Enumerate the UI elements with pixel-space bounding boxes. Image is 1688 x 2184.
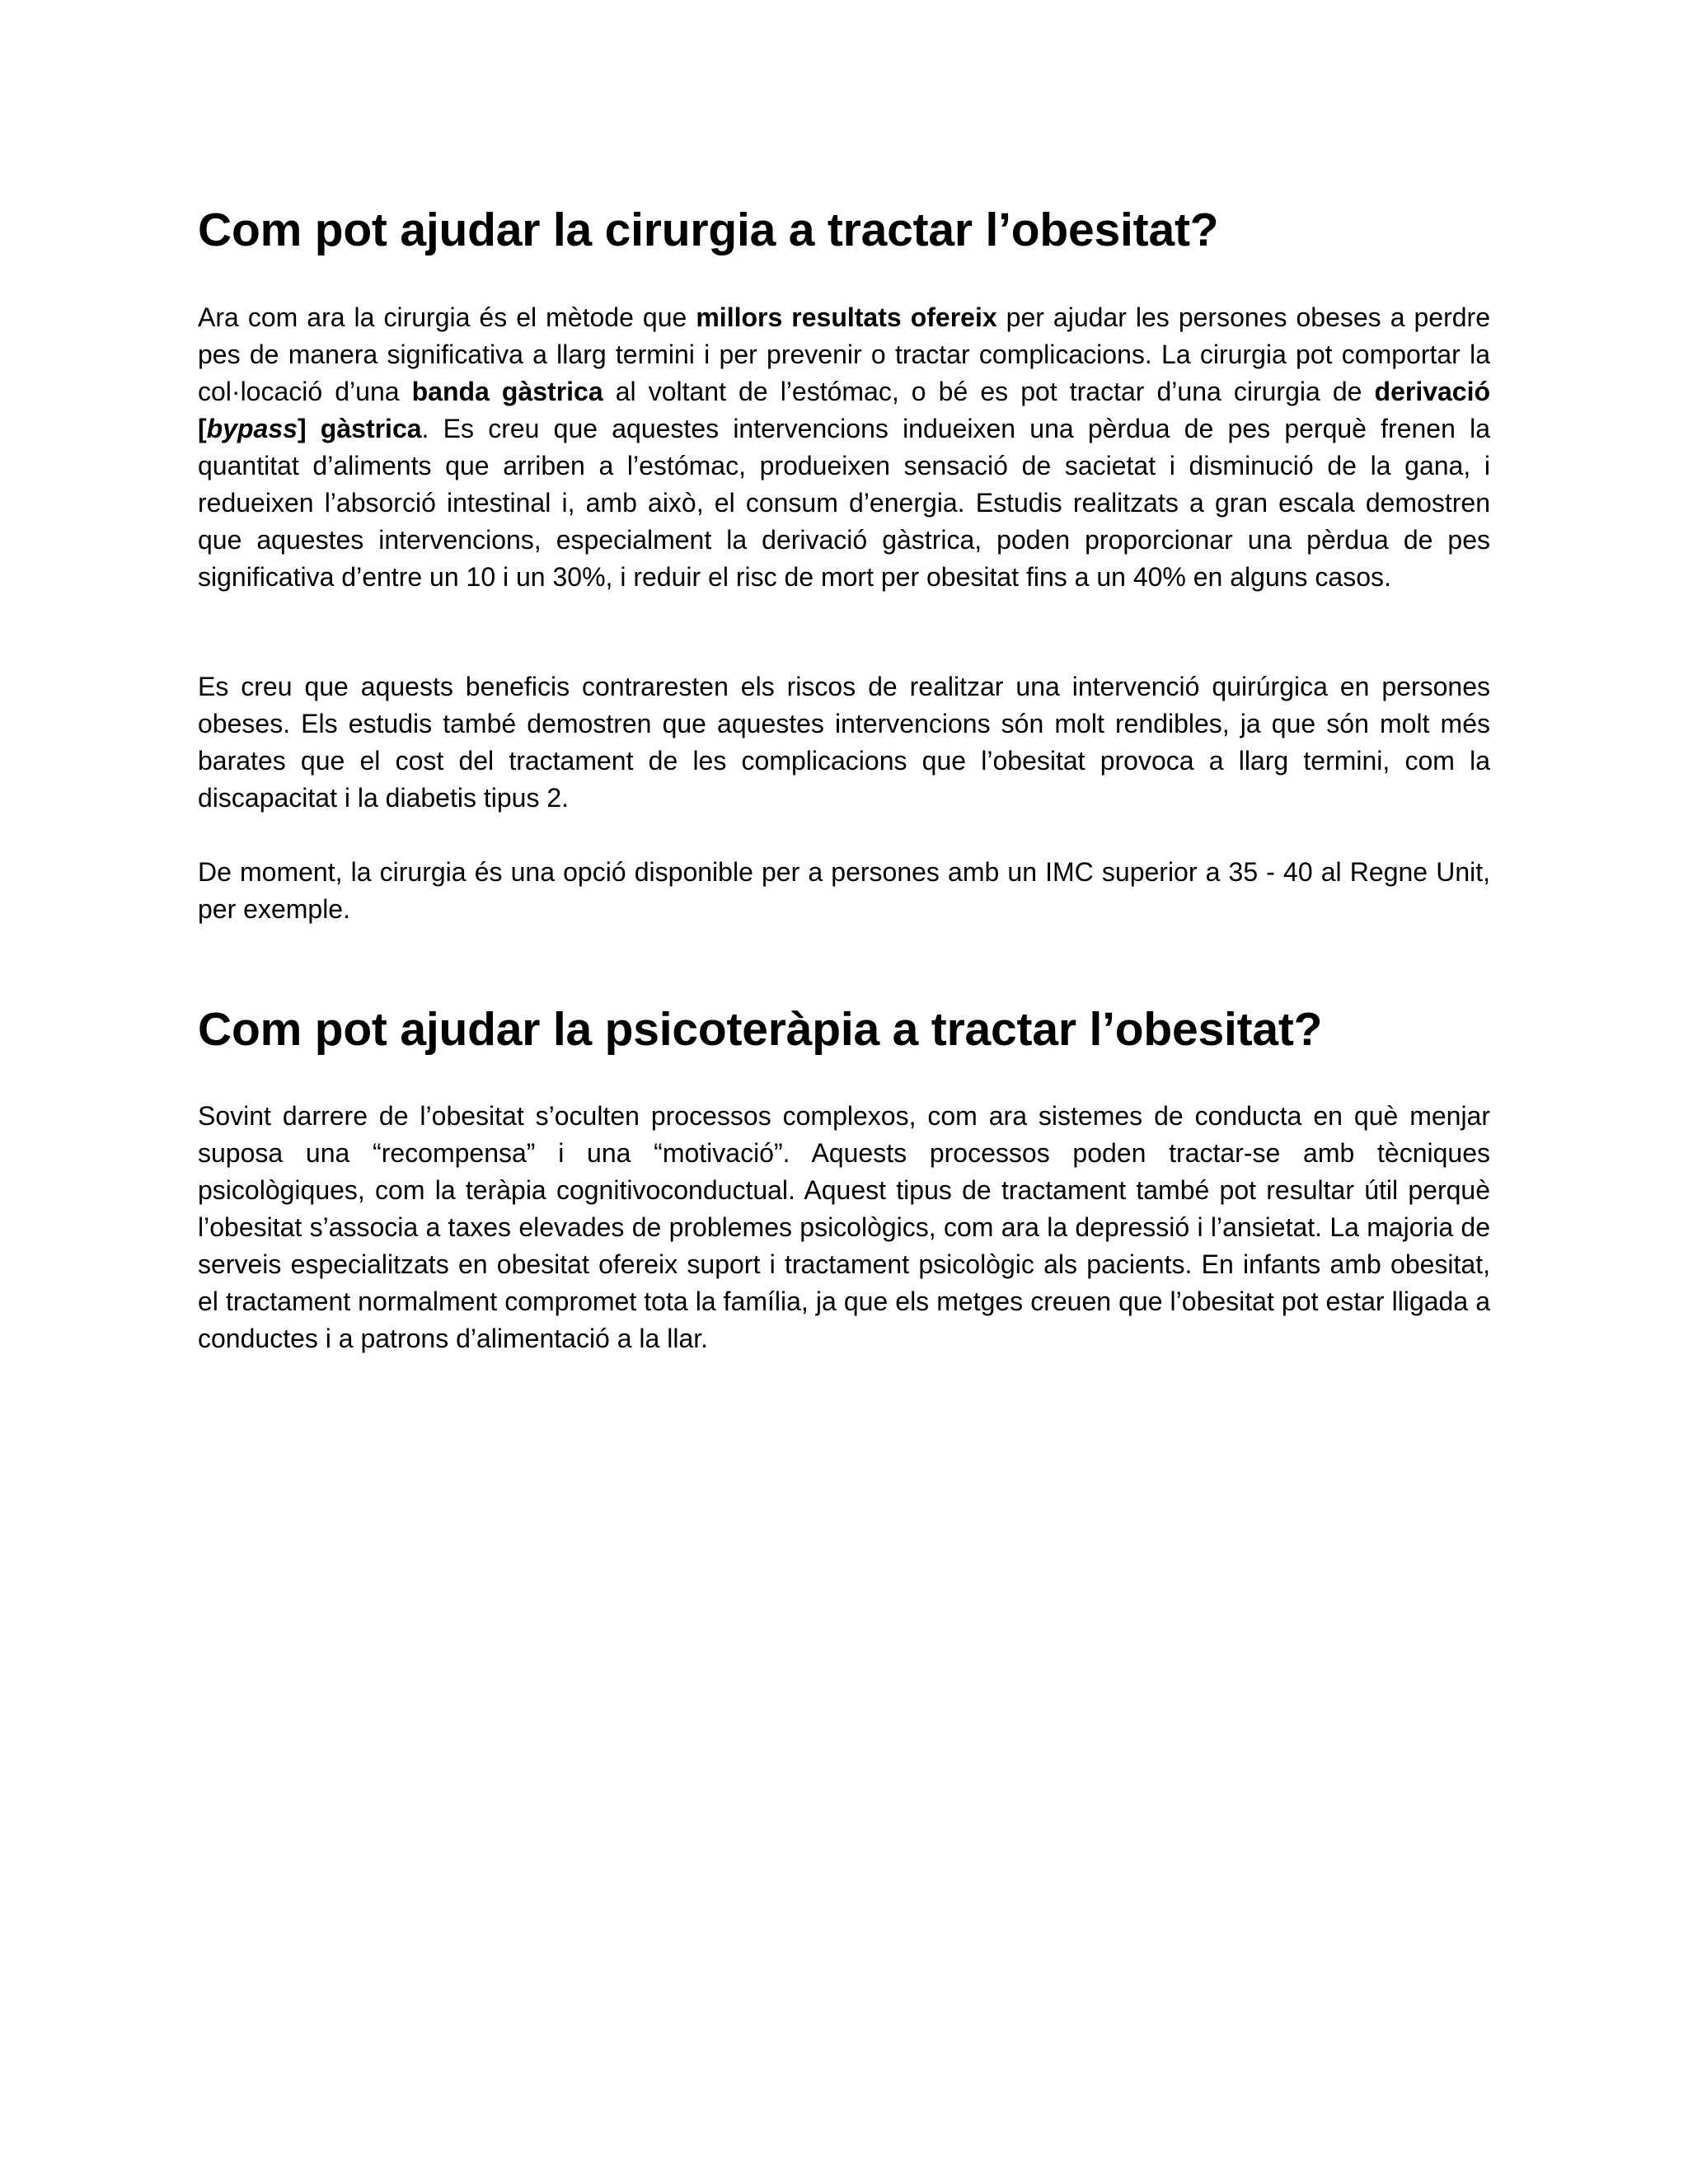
paragraph-surgery-availability: De moment, la cirurgia és una opció disponible per a persones amb un IMC superior a 35 - 40 al Regne Unit, per exemple. [198,857,1490,924]
paragraph-surgery-benefits: Es creu que aquests beneficis contraresten els riscos de realitzar una intervenció quirúrgica en persones obeses. Els estudis també demostren que aquestes intervencions són molt rendibles, ja que són molt més barates que el cost del tractament de les complicacions que l’obesitat provoca a llarg termini, com la discapacitat i la diabetis tipus 2. [198,672,1490,813]
text-run: . Es creu que aquestes intervencions indueixen una pèrdua de pes perquè frenen la quantitat d’aliments que arriben a l’estómac, produeixen sensació de sacietat i disminució de la gana, i redueixen l’absorció intestinal i, amb això, el consum d’energia. Estudis realitzats a gran escala demostren que aquestes intervencions, especialment la derivació gàstrica, poden proporcionar una pèrdua de pes significativa d’entre un 10 i un 30%, i reduir el risc de mort per obesitat fins a un 40% en alguns casos. [198,414,1491,592]
paragraph-surgery-intro [198,299,1490,596]
paragraph-psychotherapy: Sovint darrere de l’obesitat s’oculten processos complexos, com ara sistemes de conducta en què menjar suposa una “recompensa” i una “motivació”. Aquests processos poden tractar-se amb tècniques psicològiques, com la teràpia cognitivoconductual. Aquest tipus de tractament també pot resultar útil perquè l’obesitat s’associa a taxes elevades de problemes psicològics, com ara la depressió i l’ansietat. La majoria de serveis especialitzats en obesitat ofereix suport i tractament psicològic als pacients. En infants amb obesitat, el tractament normalment compromet tota la família, ja que els metges creuen que l’obesitat pot estar lligada a conductes i a patrons d’alimentació a la llar. [198,1101,1490,1353]
text-run: Ara com ara la cirurgia és el mètode que [198,302,696,332]
bold-text-best-results: millors resultats ofereix [696,302,997,332]
italic-text-bypass: bypass [206,414,298,443]
text-run: derivació [ [198,377,1491,443]
text-run: al voltant de l’estómac, o bé es pot tractar d’una cirurgia de [603,377,1375,406]
text-run: per ajudar les persones obeses a perdre pes de manera significativa a llarg termini i per prevenir o tractar complicacions. La cirurgia pot comportar la col·locació d’una [198,302,1491,406]
text-run: ] gàstrica [297,414,422,443]
section-heading-psychotherapy: Com pot ajudar la psicoteràpia a tractar l’obesitat? [198,1003,1323,1056]
bold-text-gastric-band: banda gàstrica [411,377,603,406]
section-heading-surgery: Com pot ajudar la cirurgia a tractar l’obesitat? [198,204,1219,256]
